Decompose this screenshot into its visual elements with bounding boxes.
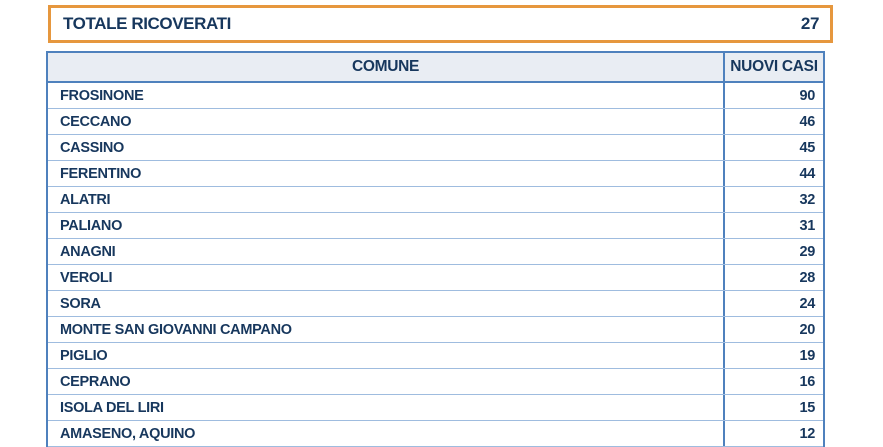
- comune-cell: CASSINO: [60, 139, 124, 156]
- table-row: [48, 265, 823, 291]
- nuovi-casi-cell: 44: [723, 161, 823, 186]
- comune-cell: PIGLIO: [60, 347, 108, 364]
- comune-cell: AMASENO, AQUINO: [60, 425, 196, 442]
- nuovi-casi-cell: 16: [723, 369, 823, 394]
- nuovi-casi-cell: 19: [723, 343, 823, 368]
- table-row: [48, 109, 823, 135]
- nuovi-casi-cell: 45: [723, 135, 823, 160]
- comune-cell: ALATRI: [60, 191, 111, 208]
- comune-cell: FERENTINO: [60, 165, 142, 182]
- table-row: [48, 395, 823, 421]
- table-row: [48, 291, 823, 317]
- table-row: [48, 213, 823, 239]
- comune-cell: PALIANO: [60, 217, 123, 234]
- nuovi-casi-column-header: NUOVI CASI: [723, 53, 823, 81]
- nuovi-casi-cell: 46: [723, 109, 823, 134]
- comune-cell: CECCANO: [60, 113, 132, 130]
- table-row: [48, 343, 823, 369]
- nuovi-casi-cell: 20: [723, 317, 823, 342]
- table-row: [48, 369, 823, 395]
- comune-cell: SORA: [60, 295, 101, 312]
- totale-ricoverati-value: 27: [800, 14, 819, 33]
- nuovi-casi-cell: 12: [723, 421, 823, 446]
- comune-cell: VEROLI: [60, 269, 113, 286]
- nuovi-casi-cell: 32: [723, 187, 823, 212]
- nuovi-casi-cell: 28: [723, 265, 823, 290]
- table-row: [48, 161, 823, 187]
- table-row: [48, 83, 823, 109]
- table-row: [48, 239, 823, 265]
- comune-cell: FROSINONE: [60, 87, 144, 104]
- table-row: [48, 135, 823, 161]
- comune-cell: ANAGNI: [60, 243, 116, 260]
- comune-cell: ISOLA DEL LIRI: [60, 399, 164, 416]
- table-body: [48, 83, 823, 447]
- nuovi-casi-cell: 31: [723, 213, 823, 238]
- nuovi-casi-cell: 15: [723, 395, 823, 420]
- table-row: [48, 421, 823, 447]
- comune-cell: MONTE SAN GIOVANNI CAMPANO: [60, 321, 292, 338]
- nuovi-casi-cell: 24: [723, 291, 823, 316]
- nuovi-casi-cell: 90: [723, 83, 823, 108]
- nuovi-casi-cell: 29: [723, 239, 823, 264]
- table-row: [48, 317, 823, 343]
- totale-ricoverati-box: [48, 5, 833, 43]
- totale-ricoverati-label: TOTALE RICOVERATI: [63, 14, 231, 33]
- table-row: [48, 187, 823, 213]
- nuovi-casi-table: [46, 51, 825, 447]
- comune-cell: CEPRANO: [60, 373, 131, 390]
- table-header-row: [48, 53, 823, 83]
- comune-column-header: COMUNE: [351, 58, 420, 75]
